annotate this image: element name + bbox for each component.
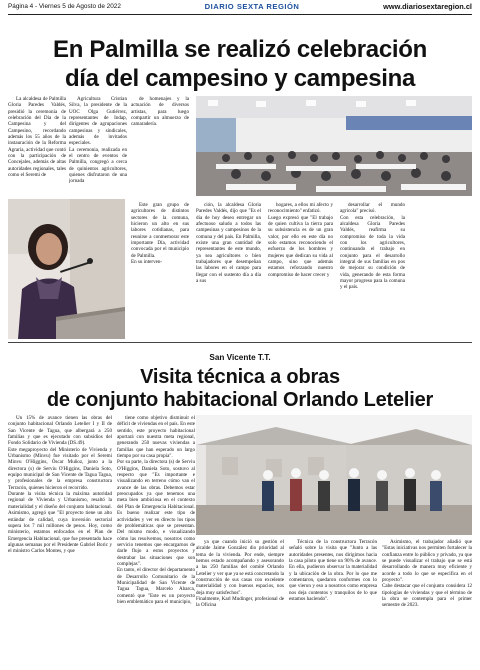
article1-col1-text: La alcaldesa de Palmilla Gloria Paredes Valdés, presidió la ceremonia de celebración del Día de la Campesina y del Campesino, recordando además los 55 años de la instauración de la Reforma Agraria, actividad que contó con la participación de Concejales, además de altas autoridades regionales, tales como el Seremi de [8, 96, 66, 179]
construction-visit-photo [196, 415, 472, 535]
page-header [8, 0, 472, 15]
article2-headline [8, 366, 472, 412]
article1-col5-text: hogares, a ellos mi afecto y reconocimiento" enfatizó. Luego expresó que "El trabajo de quien cultiva la tierra para su subsistencia es de un gran valor, por ello en este día no solo estamos reconociendo el esfuerzo de los hombres y mujeres que dedican su vida al campo, sino que además estamos reforzando nuestro compromiso de hacer crecer y [268, 202, 333, 278]
article1-column-3b [131, 202, 189, 338]
article1-column-2 [69, 96, 127, 196]
article2-column-1 [8, 415, 112, 665]
article1-column-6 [340, 202, 405, 338]
article1-col6-text: desarrollar el mundo agrícola" precisó. Con esta celebración, la alcaldesa Gloria Paredes Valdés, reafirma su compromiso de toda la vida con los agricultores, continuando el trabajo en conjunto para el desarrollo integral de sus familias en pos de mejorar su condición de vida, generando de esta forma mayor progreso para la comuna y el país. [340, 202, 405, 291]
paper-name: DIARIO SEXTA REGIÓN [204, 2, 300, 11]
article2-col1-text: Un 15% de avance tienen las obras del conjunto habitacional Orlando Letelier I y II de San Vicente de Tagua, que albergará a 250 familias y que es ejecutado con subsidios del Fondo Solidario de Vivienda (DS.49). Este megaproyecto del Ministerio de Vivienda y Urbanismo (Minvu) fue visitado por el Seremi Minvu O'Higgins, Óscar Muñoz, junto a la directora (s) de Serviu O'Higgins, Daniela Soto, equipo municipal de San Vicente de Tagua Tagua, y profesionales de la empresa constructora Terracón, quienes hicieron el recorrido. Durante la visita técnica la máxima autoridad regional de Vivienda y Urbanismo, resaltó la materialidad y el diseño del conjunto habitacional. Asimismo, agregó que "El proyecto tiene un alto estándar de calidad, cuya inversión sectorial supera los 7 mil millones de pesos. Hoy, como ministerio, estamos enfocados en el Plan de Emergencia Habitacional, que fue presentado hace algunas semanas por el Presidente Gabriel Boric y el ministro Carlos Montes, y que [8, 415, 112, 555]
website-url: www.diariosextaregion.cl [383, 2, 472, 11]
construction-visit-illustration [196, 415, 472, 535]
article2-col3-text: ya que cuando inició su gestión el alcalde Jaime González dio prioridad al tema de la vivienda. Por ende, siempre hemos estado acompañando y asesorando a las 250 familias del comité Orlando Letelier y ver que ya se está concretando la construcción de sus casas con excelente materialidad y con buenos espacios, nos deja muy satisfechos". Finalmente, Karl Mudinger, profesional de la Oficina [196, 539, 284, 609]
article2-title-line2: de conjunto habitacional Orlando Letelier [46, 389, 434, 411]
article2-column-3 [196, 539, 284, 665]
article1-col4-text: ción, la alcaldesa Gloria Paredes Valdés, dijo que "Es el día de hoy deseo entregar un afectuoso saludo a todos las campesinas y campesinos de la comuna y del país. En Palmilla, existe una gran cantidad de representantes de este mundo, ya sea agricultores o bien trabajadores que desempeñan las labores en el campo para llegar con el sustento día a día a sus [196, 202, 261, 285]
article1-column-3 [131, 96, 189, 196]
section-divider [8, 342, 472, 343]
ceremony-hall-photo [196, 96, 472, 196]
article1-column-4 [196, 202, 261, 338]
article2-title-line1: Visita técnica a obras [140, 366, 340, 388]
article1-col2-text: Agricultura Cristian Silva, la presidente de la UOC Olga Gutiérrez, representantes de Indap, dirigentes de agrupaciones campesinas y sindicales, además de invitados especiales. La ceremonia, realizada en el centro de eventos de Palmilla, congregó a cerca de quinientos agricultores, quienes disfrutaron de una jornada [69, 96, 127, 185]
article1-column-1 [8, 96, 66, 196]
ceremony-hall-illustration [196, 96, 472, 196]
article1-title-line1: En Palmilla se realizó celebración [53, 36, 427, 63]
page-date: Página 4 - Viernes 5 de Agosto de 2022 [8, 3, 121, 10]
article1-col3-text: de homenajes y la actuación de diversos artistas, para luego compartir un almuerzo de camaradería. [131, 96, 189, 128]
alcaldesa-speech-illustration [8, 199, 125, 339]
article2-column-5 [382, 539, 472, 665]
article1-title-line2: día del campesino y campesina [64, 65, 416, 92]
article2-col5-text: Asimismo, el trabajador añadió que "Estas iniciativas nos permiten fortalecer la confianza entre lo público y privado, ya que se puede visualizar el trabajo que se está desarrollando de manera muy eficiente y acorde a todo lo que se especifica en el proyecto". Cabe destacar que el conjunto considera 12 tipologías de viviendas y que el término de la obra se contempla para el primer semestre de 2023. [382, 539, 472, 609]
article2-kicker: San Vicente T.T. [209, 353, 271, 362]
article1-col3-continued: Este gran grupo de agricultores de distintos sectores de la comuna, hicieron un alto en sus labores cotidianas, para reunirse a conmemorar este importante Día, actividad convocada por el municipio de Palmilla. En su interven- [131, 202, 189, 266]
article2-column-4 [289, 539, 377, 665]
article2-col2-text: tiene como objetivo disminuir el déficit de viviendas en el país. En este sentido, este proyecto habitacional aportará con nuestra meta regional, generando 250 nuevas viviendas a familias que han esperado un largo tiempo por su casa propia". Por su parte, la directora (s) de Serviu O'Higgins, Daniela Soto, sostuvo al respecto que "Es importante e visualizando en terreno cómo van el avance de las obras. Debemos estar preocupados ya que tenemos una meta bien ambiciosa en el contexto del Plan de Emergencia Habitacional. Es bueno realizar este tipo de actividades y ver en directo los tipos de problemáticas que se presentan. Del mismo modo, e visualizando cómo las resolvemos, nosotros como servicio tenemos que encargarnos de darle flujo a estos proyectos y destrabar las situaciones que son complejas". En tanto, el director del departamento de Desarrollo Comunitario de la Municipalidad de San Vicente de Tagua Tagua, Marcelo Abarca, comentó que "Este es un proyecto bien emblemático para el municipio, [117, 415, 195, 605]
article2-col4-text: Técnica de la constructora Terracón señaló sobre la visita que "Junto a las autoridades presentes, nos dirigimos hacia la casa piloto que tiene un 90% de avance. En ella, pudieron observar la materialidad y la ubicación de la obra. Por lo que me comentaron, quedaron conformes con lo que vieron y eso a nosotros como empresa nos deja contentos y tranquilos de lo que estamos haciendo". [289, 539, 377, 603]
alcaldesa-speech-photo [8, 199, 125, 339]
article1-headline [8, 35, 472, 93]
article1-column-5 [268, 202, 333, 338]
article2-column-2 [117, 415, 195, 665]
